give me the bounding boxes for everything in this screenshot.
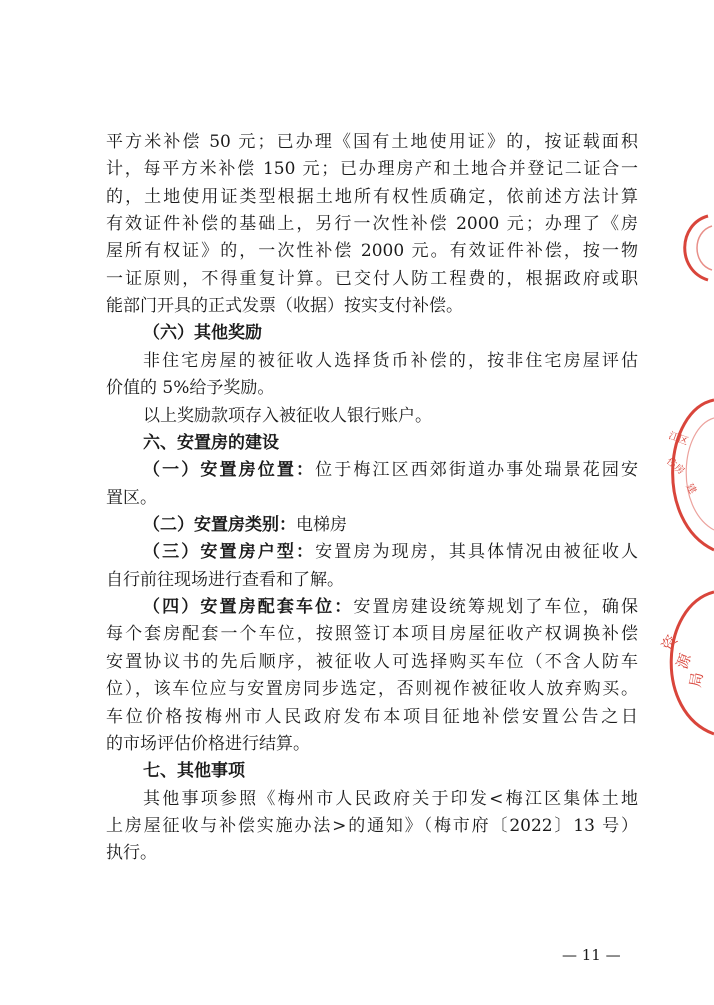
subheading-label: （二）安置房类别：	[143, 515, 296, 535]
subheading-label: （三）安置房户型：	[143, 542, 316, 562]
text-line: 车位价格按梅州市人民政府发布本项目征地补偿安置公告之日	[106, 707, 638, 727]
seal-middle-partial	[652, 396, 714, 554]
text-line: 平方米补偿 50 元；已办理《国有土地使用证》的，按证载面积	[106, 132, 638, 152]
text-line: 其他事项参照《梅州市人民政府关于印发<梅江区集体土地	[143, 789, 638, 809]
text-line: 能部门开具的正式发票（收据）按实支付补偿。	[106, 296, 463, 316]
svg-text:建: 建	[683, 482, 698, 497]
text-line: 位），该车位应与安置房同步选定，否则视作被征收人放弃购买。	[106, 679, 638, 699]
text-line	[143, 514, 638, 536]
text-line: 非住宅房屋的被征收人选择货币补偿的，按非住宅房屋评估	[143, 351, 638, 371]
chapter-heading: 七、其他事项	[143, 761, 245, 781]
text-line: 以上奖励款项存入被征收人银行账户。	[143, 406, 432, 426]
chapter-heading: 六、安置房的建设	[143, 433, 279, 453]
text-line: 上房屋征收与补偿实施办法>的通知》（梅市府〔2022〕13 号）	[106, 816, 638, 836]
subheading-label: （四）安置房配套车位：	[143, 597, 354, 617]
seal-top-partial	[668, 212, 714, 284]
text-line: 一证原则，不得重复计算。已交付人防工程费的，根据政府或职	[106, 269, 638, 289]
text-line: 执行。	[106, 843, 157, 863]
subheading-content: 安置房为现房，其具体情况由被征收人	[315, 542, 638, 562]
subheading-label: （一）安置房位置：	[143, 460, 316, 480]
text-line: 价值的 5%给予奖励。	[106, 378, 275, 398]
text-line	[143, 596, 638, 618]
svg-text:住房: 住房	[664, 455, 687, 478]
text-line: 的，土地使用证类型根据土地所有权性质确定，依前述方法计算	[106, 187, 638, 207]
text-line: 计，每平方米补偿 150 元；已办理房产和土地合并登记二证合一	[106, 159, 638, 179]
text-line: 屋所有权证》的，一次性补偿 2000 元。有效证件补偿，按一物	[106, 241, 638, 261]
section-heading: （六）其他奖励	[143, 323, 262, 343]
svg-text:局: 局	[686, 670, 707, 689]
subheading-content: 电梯房	[296, 515, 347, 535]
text-line: 每个套房配套一个车位，按照签订本项目房屋征收产权调换补偿	[106, 624, 638, 644]
svg-text:源: 源	[672, 651, 695, 672]
text-line: 有效证件补偿的基础上，另行一次性补偿 2000 元；办理了《房	[106, 214, 638, 234]
svg-text:江区: 江区	[666, 430, 690, 448]
page-number: — 11 —	[562, 946, 621, 964]
subheading-content: 位于梅江区西郊街道办事处瑞景花园安	[315, 460, 638, 480]
text-line: 置区。	[106, 488, 157, 508]
text-line	[143, 459, 638, 481]
text-line: 自行前往现场进行查看和了解。	[106, 570, 344, 590]
subheading-content: 安置房建设统筹规划了车位，确保	[353, 597, 638, 617]
text-line: 的市场评估价格进行结算。	[106, 734, 310, 754]
text-line: 安置协议书的先后顺序，被征收人可选择购买车位（不含人防车	[106, 652, 638, 672]
seal-bottom-partial	[650, 588, 714, 738]
svg-text:资: 资	[658, 631, 682, 655]
text-line	[143, 541, 638, 563]
